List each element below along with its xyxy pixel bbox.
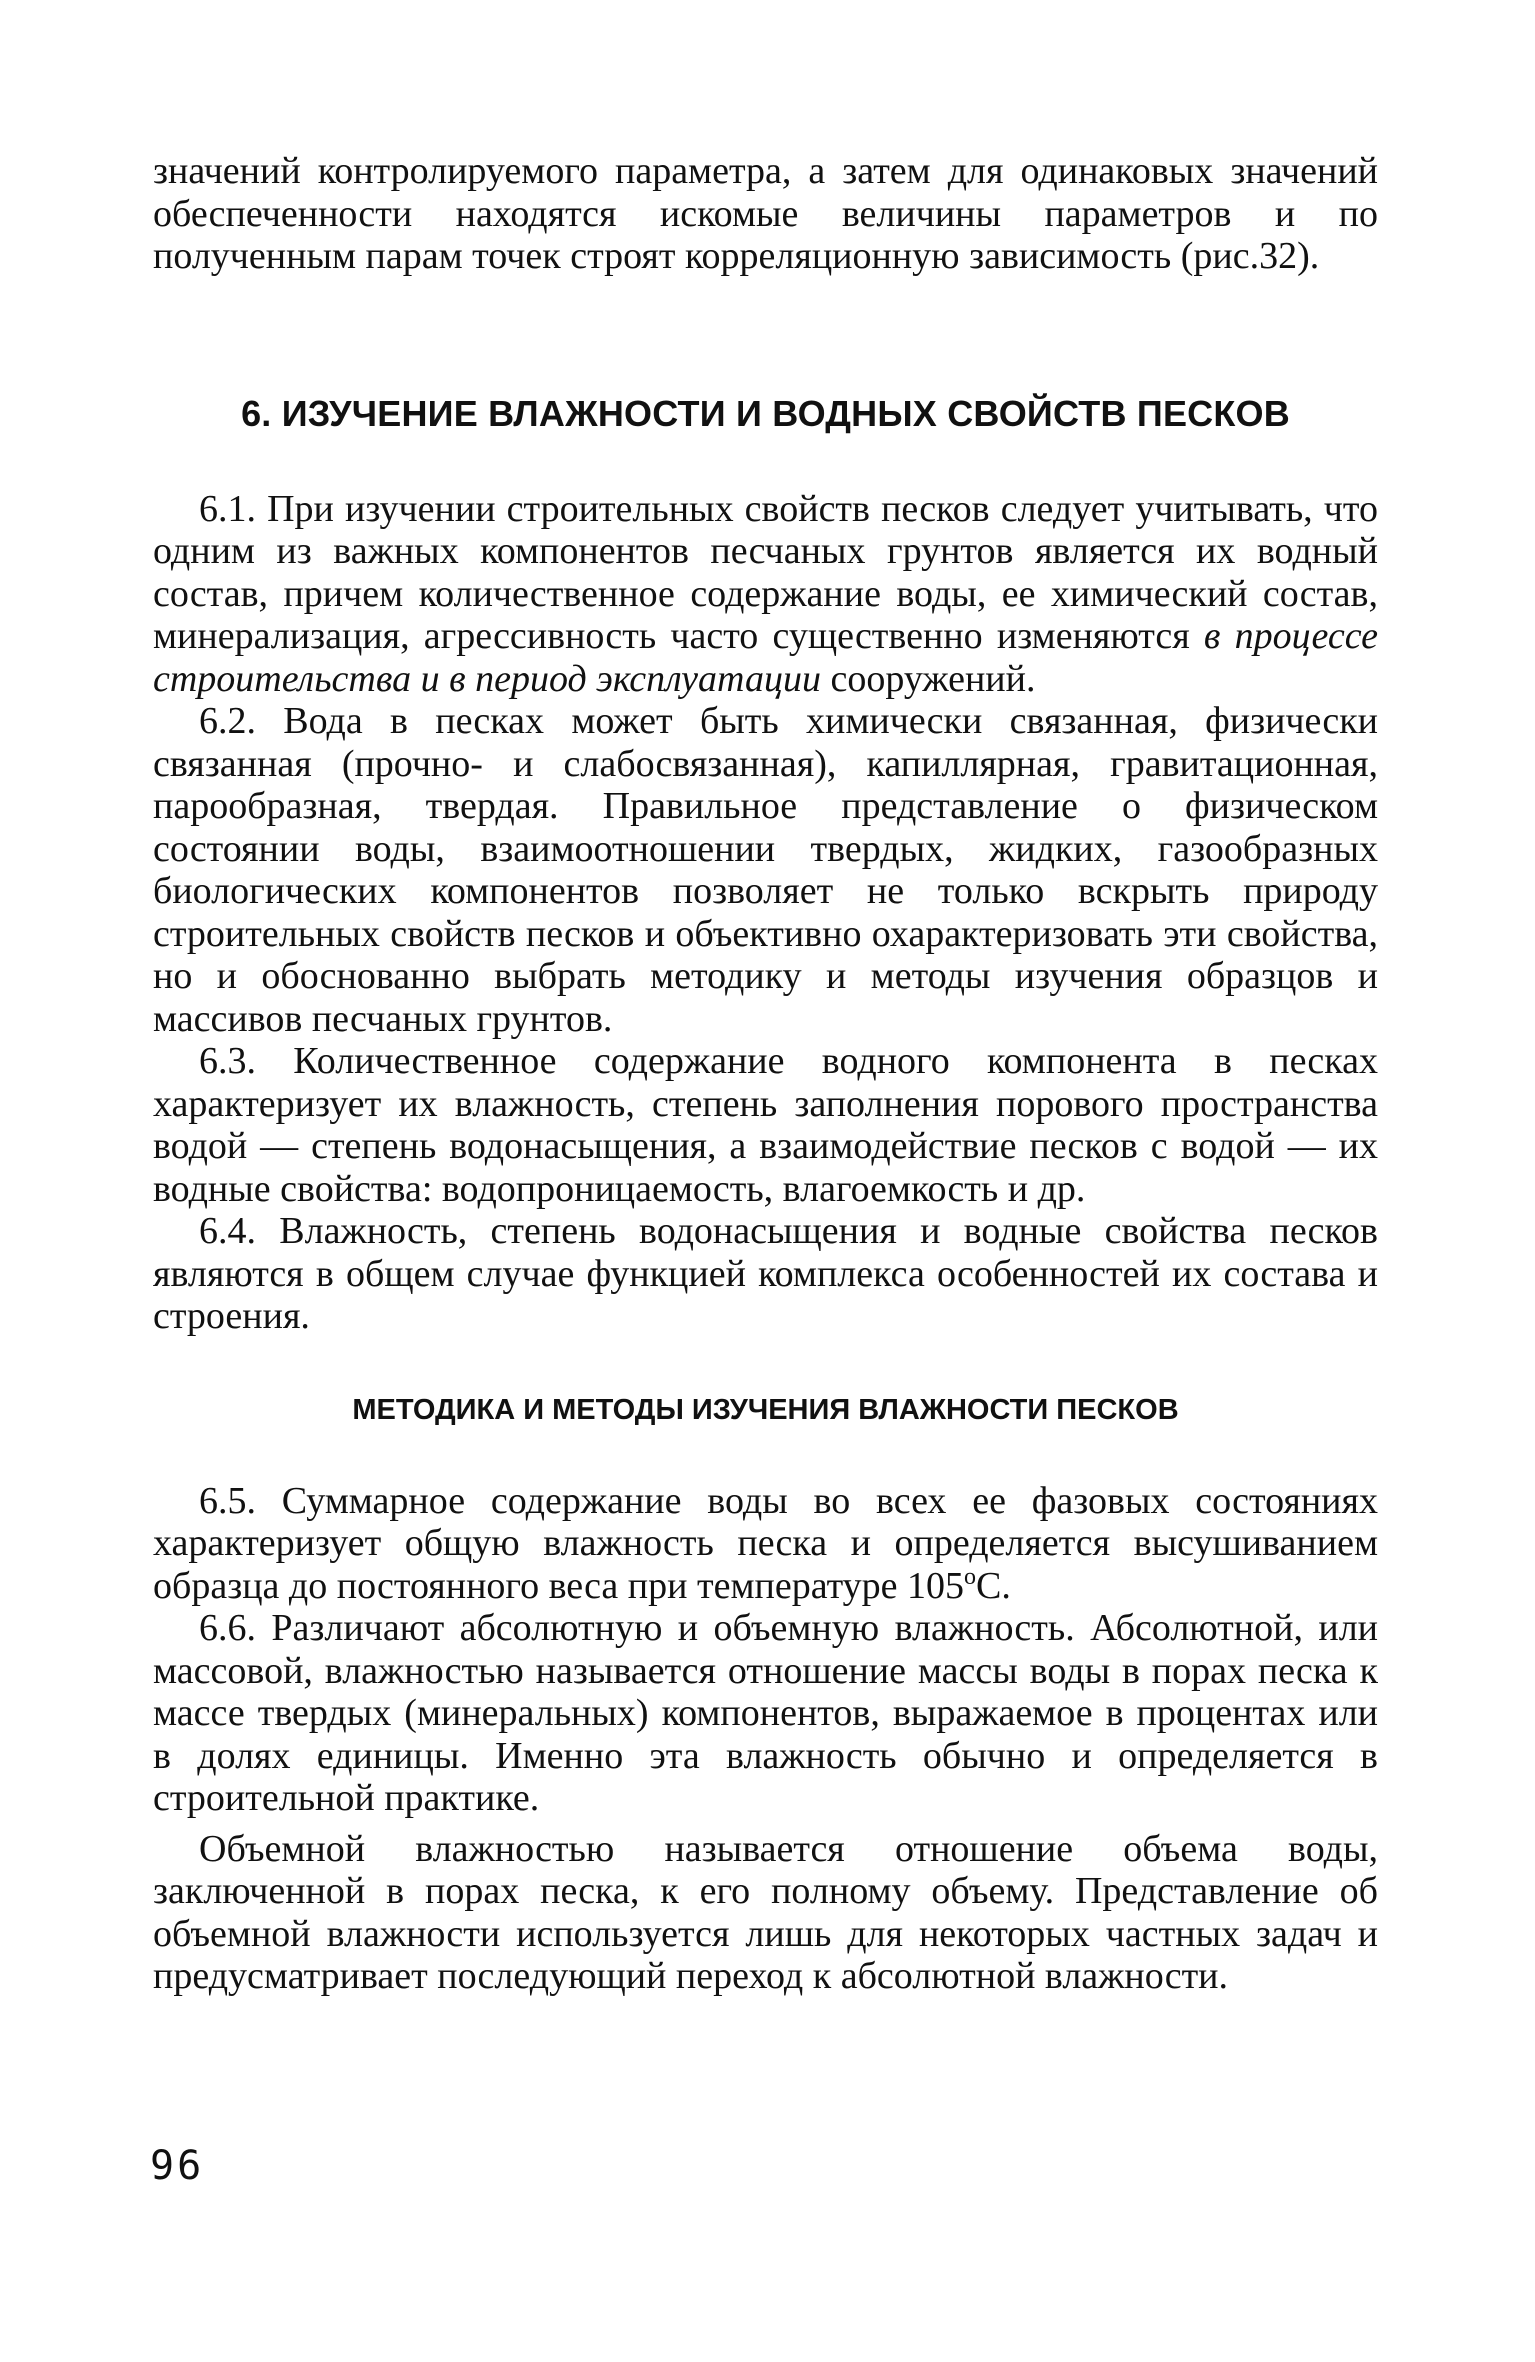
paragraph-6-1-tail: сооружений. [820,657,1036,700]
paragraph-6-2: 6.2. Вода в песках может быть химически связанная, физически связанная (прочно- и слабосвязанная), капиллярная, гравитационная, парообразная, твердая. Правильное представление о физическом состоянии воды, взаимоотношении твердых, жидких, газообразных биологических компонентов позволяет не только вскрыть природу строительных свойств песков и объективно охарактеризовать эти свойства, но и обоснованно выбрать методику и методы изучения образцов и массивов песчаных грунтов. [153,700,1378,1040]
paragraph-6-5-text: 6.5. Суммарное содержание воды во всех ее фазовых состояниях характеризует общую влажность песка и определяется высушиванием образца до постоянного веса при температуре 105 [153,1479,1378,1607]
paragraph-6-6: 6.6. Различают абсолютную и объемную влажность. Абсолютной, или массовой, влажностью называется отношение массы воды в порах песка к массе твердых (минеральных) компонентов, выражаемое в процентах или в долях единицы. Именно эта влажность обычно и определяется в строительной практике. [153,1607,1378,1819]
paragraph-6-4: 6.4. Влажность, степень водонасыщения и водные свойства песков являются в общем случае функцией комплекса особенностей их состава и строения. [153,1210,1378,1337]
paragraph-6-3: 6.3. Количественное содержание водного компонента в песках характеризует их влажность, степень заполнения порового пространства водой — степень водонасыщения, а взаимодействие песков с водой — их водные свойства: водопроницаемость, влагоемкость и др. [153,1040,1378,1210]
paragraph-6-5-unit: С. [976,1564,1011,1607]
paragraph-6-1-text: 6.1. При изучении строительных свойств песков следует учитывать, что одним из важных компонентов песчаных грунтов является их водный состав, причем количественное содержание воды, ее химический состав, минерализация, агрессивность часто существенно изменяются [153,487,1378,657]
paragraph-6-1-italic: в процессе строительства и в период эксплуатации [153,615,1379,700]
section-heading: МЕТОДИКА И МЕТОДЫ ИЗУЧЕНИЯ ВЛАЖНОСТИ ПЕСКОВ [352,1393,1179,1426]
intro-paragraph: значений контролируемого параметра, а затем для одинаковых значений обеспеченности находятся искомые величины параметров и по полученным парам точек строят корреляционную зависимость (рис.32). [153,150,1378,277]
page-number: 96 [150,2143,205,2189]
degree-symbol: o [964,1563,977,1590]
chapter-heading: 6. ИЗУЧЕНИЕ ВЛАЖНОСТИ И ВОДНЫХ СВОЙСТВ ПЕСКОВ [241,392,1290,434]
paragraph-volumetric-moisture: Объемной влажностью называется отношение объема воды, заключенной в порах песка, к его полному объему. Представление об объемной влажности используется лишь для некоторых частных задач и предусматривает последующий переход к абсолютной влажности. [153,1827,1378,1997]
page-content [153,150,1378,1998]
paragraph-6-5 [153,1480,1378,1608]
paragraph-6-1 [153,488,1378,701]
